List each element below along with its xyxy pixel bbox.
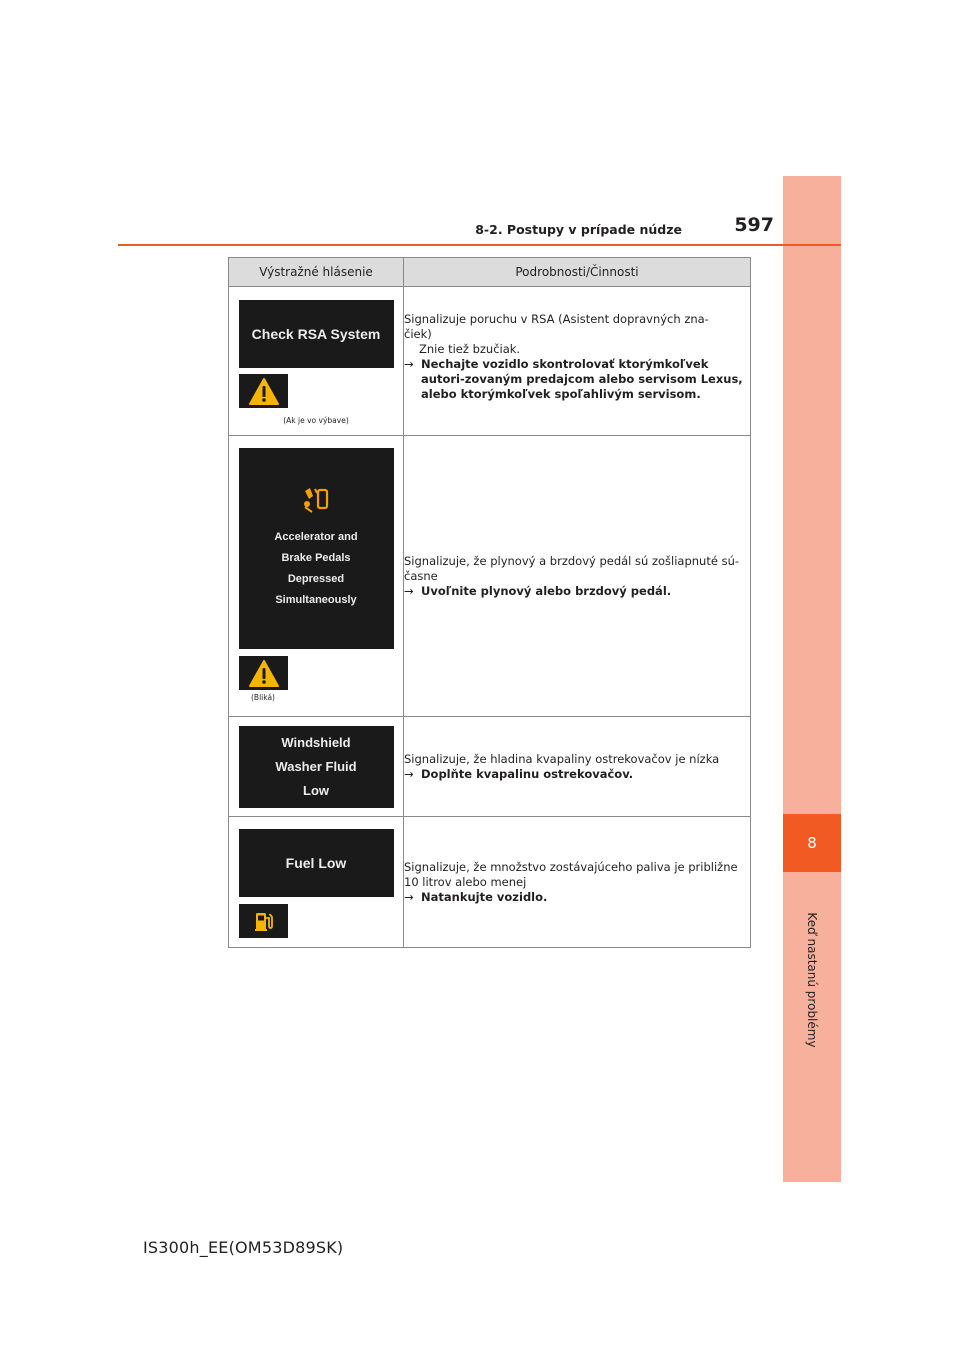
description-line: Signalizuje, že množstvo zostávajúceho paliva je približne [404, 859, 738, 874]
warning-messages-table [228, 257, 751, 948]
fuel-pump-icon [254, 910, 274, 932]
table-row [229, 287, 751, 436]
buzzer-note: Znie tiež bzučiak. [419, 342, 521, 356]
action-label: Uvoľnite plynový alebo brzdový pedál. [421, 583, 672, 598]
details-cell [404, 817, 751, 948]
details-cell [404, 287, 751, 436]
display-panel [239, 726, 394, 808]
panel-text: Brake Pedals [281, 551, 351, 564]
column-header-message: Výstražné hlásenie [229, 258, 404, 287]
table-row [229, 717, 751, 817]
warning-indicator [239, 656, 288, 690]
action-text [404, 767, 750, 782]
description-line: Signalizuje, že plynový a brzdový pedál sú zošliapnuté sú- [404, 553, 740, 568]
details-cell [404, 717, 751, 817]
arrow-icon: → [404, 889, 414, 904]
warning-triangle-icon [249, 660, 279, 687]
chapter-title-vertical: Keď nastanú problémy [805, 912, 819, 1048]
action-text [404, 890, 750, 905]
header-rule [118, 244, 841, 246]
display-panel [239, 829, 394, 897]
panel-text: Accelerator and [274, 530, 358, 543]
chapter-number-tab[interactable]: 8 [783, 814, 841, 872]
section-title: 8-2. Postupy v prípade núdze [475, 222, 682, 237]
message-image-cell [229, 287, 404, 436]
panel-text: Windshield [281, 735, 351, 750]
panel-text: Simultaneously [275, 593, 357, 606]
description-line: Signalizuje poruchu v RSA (Asistent dopravných zna- [404, 312, 709, 326]
message-image-cell [229, 717, 404, 817]
action-text [404, 357, 750, 402]
arrow-icon: → [404, 766, 414, 781]
description-line: čiek) [404, 327, 432, 341]
display-panel [239, 300, 394, 368]
display-panel [239, 448, 394, 649]
model-code-footer: IS300h_EE(OM53D89SK) [143, 1238, 344, 1257]
availability-note: (Ak je vo výbave) [283, 416, 349, 425]
action-label: Nechajte vozidlo skontrolovať ktorýmkoľvek autori-zovaným predajcom alebo servisom Lexus, alebo ktorýmkoľvek spoľahlivým servisom. [421, 357, 743, 401]
arrow-icon: → [404, 583, 414, 598]
warning-triangle-icon [249, 378, 279, 405]
description-line: 10 litrov alebo menej [404, 874, 527, 889]
panel-text: Low [303, 783, 329, 798]
panel-text: Washer Fluid [275, 759, 357, 774]
panel-text: Fuel Low [285, 855, 347, 871]
pedals-icon [301, 487, 331, 513]
table-header-row [229, 258, 751, 287]
column-header-details: Podrobnosti/Činnosti [404, 258, 751, 287]
action-label: Natankujte vozidlo. [421, 889, 548, 904]
blink-note: (Bliká) [251, 693, 275, 702]
panel-text: Check RSA System [251, 326, 381, 342]
table-row [229, 436, 751, 717]
action-text [404, 584, 750, 599]
panel-text: Depressed [287, 572, 345, 585]
details-cell [404, 436, 751, 717]
warning-indicator [239, 374, 288, 408]
table-row [229, 817, 751, 948]
description-line: Signalizuje, že hladina kvapaliny ostrekovačov je nízka [404, 751, 720, 766]
action-label: Doplňte kvapalinu ostrekovačov. [421, 766, 634, 781]
page-number: 597 [734, 214, 774, 236]
arrow-icon: → [404, 357, 414, 371]
message-image-cell [229, 436, 404, 717]
message-image-cell [229, 817, 404, 948]
description-line: časne [404, 568, 438, 583]
fuel-indicator [239, 904, 288, 938]
